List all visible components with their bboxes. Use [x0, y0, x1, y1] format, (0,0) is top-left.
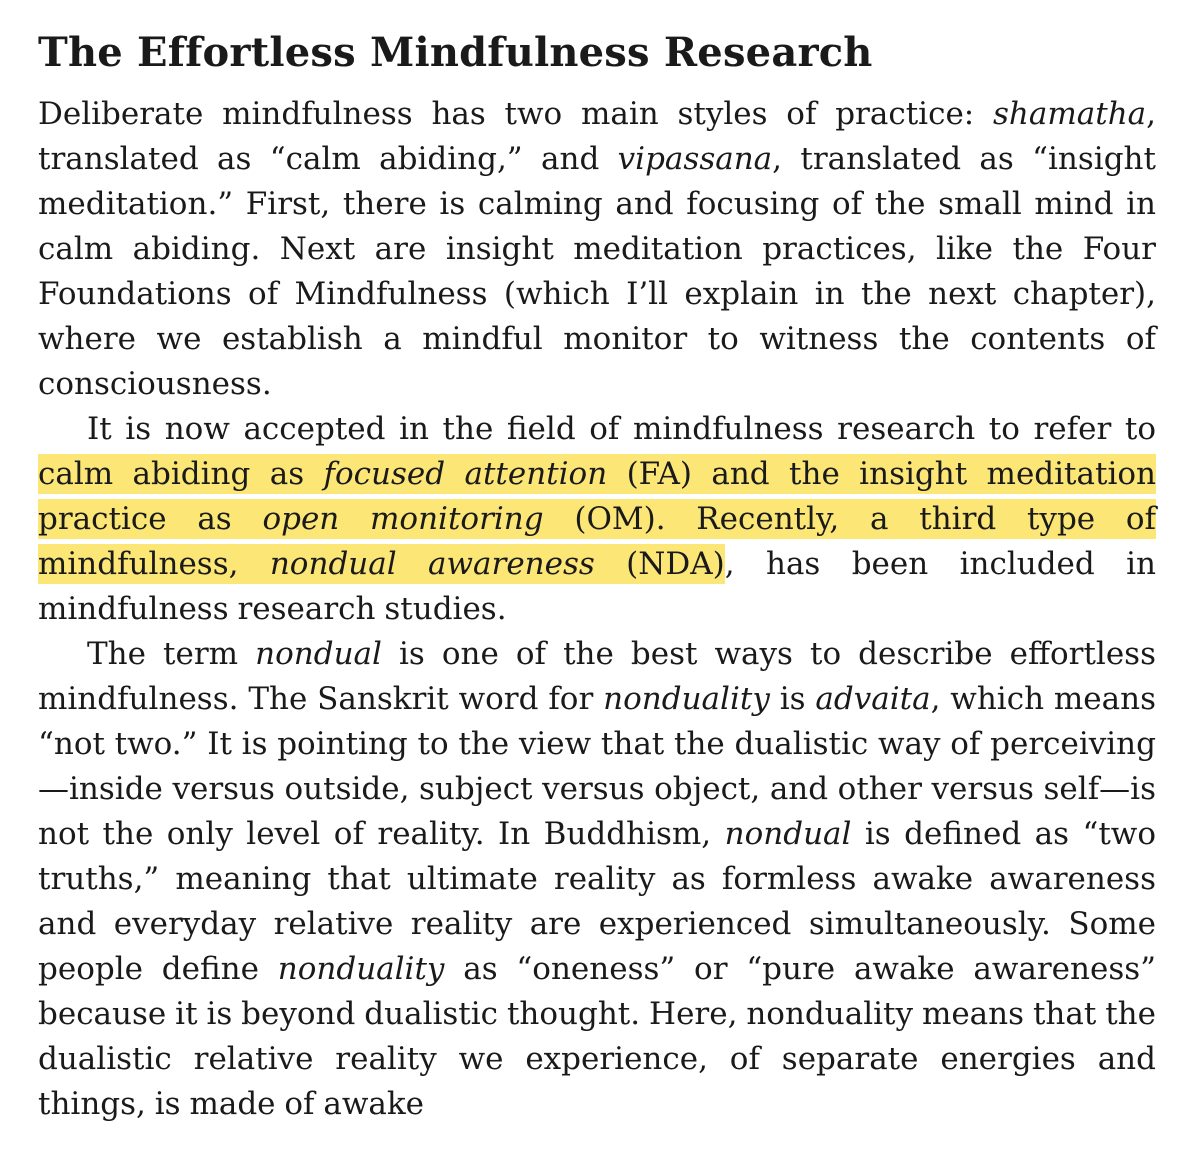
- text-span: , translated as “insight meditation.” First, there is calming and focusing of the small mind in calm abiding. Next are insight meditation practices, like the Four Foundations of Mindfulness (which I’ll explain in the next chapter), where we establish a mindful monitor to witness the contents of consciousness.: [38, 141, 1156, 402]
- paragraph-3: [38, 632, 1156, 1127]
- document-page: [38, 28, 1156, 1127]
- text-span: is: [769, 681, 816, 717]
- paragraph-1: [38, 92, 1156, 407]
- text-span: Deliberate mindfulness has two main styles of practice:: [38, 96, 993, 132]
- paragraph-2: [38, 407, 1156, 632]
- italic-term-shamatha: shamatha: [993, 96, 1147, 132]
- italic-term-nonduality: nonduality: [603, 681, 770, 717]
- text-span: , has been included in mindfulness research studies.: [38, 546, 1156, 627]
- text-span: , which means “not two.” It is pointing to the view that the dualistic way of perceiving—inside versus outside, subject versus object, and other versus self—is not the only level of reality. In Buddhism,: [38, 681, 1157, 852]
- text-span: It is now accepted in the field of mindfulness research to refer to: [87, 411, 1156, 447]
- italic-term-open-monitoring: open monitoring: [262, 501, 544, 537]
- italic-term-nonduality: nonduality: [277, 951, 445, 987]
- highlight-text: (OM). Recently, a third type of mindfulness,: [38, 501, 1157, 582]
- text-span: is defined as “two truths,” meaning that ultimate reality as formless awake awareness and everyday relative reality are experienced simultaneously. Some people define: [38, 816, 1157, 987]
- italic-term-nondual: nondual: [255, 636, 382, 672]
- text-span: , translated as “calm abiding,” and: [38, 96, 1156, 177]
- italic-term-nondual: nondual: [724, 816, 852, 852]
- italic-term-vipassana: vipassana: [617, 141, 773, 177]
- text-span: The term: [87, 636, 256, 672]
- highlight-text: (FA) and the insight meditation practice as: [38, 456, 1156, 537]
- italic-term-advaita: advaita: [815, 681, 931, 717]
- section-heading: The Effortless Mindfulness Research: [38, 29, 873, 76]
- highlight-text: calm abiding as: [38, 456, 324, 492]
- text-span: is one of the best ways to describe effortless mindfulness. The Sanskrit word for: [38, 636, 1157, 717]
- italic-term-focused-attention: focused attention: [323, 456, 608, 492]
- text-span: as “oneness” or “pure awake awareness” because it is beyond dualistic thought. Here, nonduality means that the dualistic relative reality we experience, of separate energies and things, is made of awake: [38, 951, 1157, 1122]
- highlight-text: (NDA): [594, 546, 725, 582]
- italic-term-nondual-awareness: nondual awareness: [269, 546, 595, 582]
